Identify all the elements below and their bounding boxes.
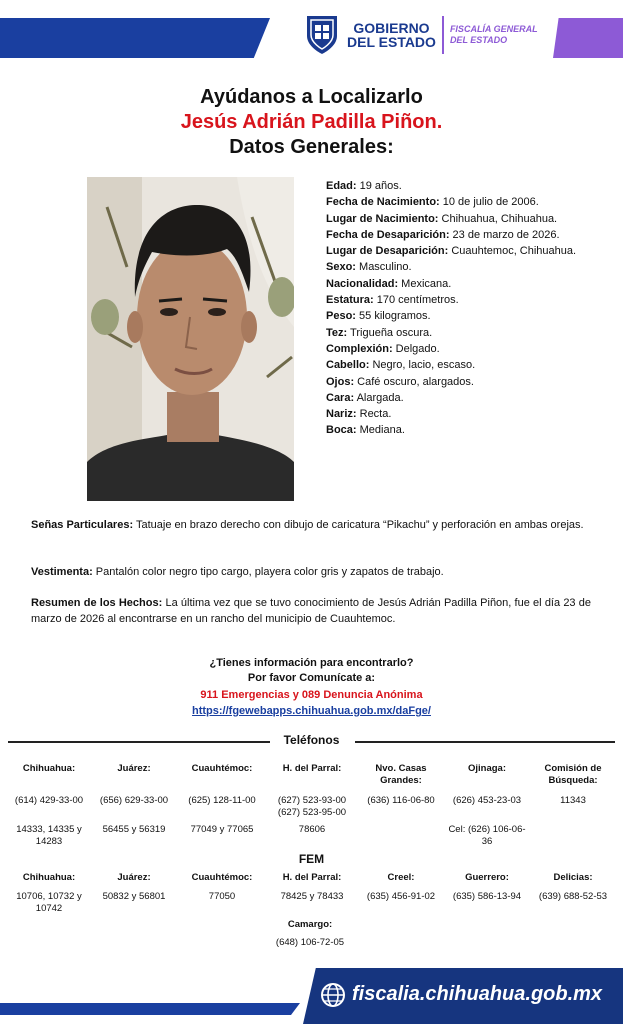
distinguishing-marks-value: Tatuaje en brazo derecho con dibujo de caricatura “Pikachu” y perforación en ambas orejas. (133, 519, 584, 531)
detail-value: Café oscuro, alargados. (354, 375, 474, 388)
detail-label: Edad: (326, 180, 357, 192)
detail-value: 170 centímetros. (373, 294, 459, 307)
detail-label: Nacionalidad: (326, 277, 399, 290)
report-link[interactable]: https://fgewebapps.chihuahua.gob.mx/daFge/ (192, 705, 431, 717)
phone-city-label: H. del Parral: (282, 872, 342, 883)
detail-value: Cuauhtemoc, Chihuahua. (448, 245, 577, 258)
missing-person-name: Jesús Adrián Padilla Piñon. (180, 111, 443, 133)
detail-value: 55 kilogramos. (355, 310, 431, 323)
clothing (31, 565, 591, 581)
phone-number[interactable]: (627) 523-93-00 (627) 523-95-00 (277, 795, 347, 818)
distinguishing-marks-label: Señas Particulares: (31, 519, 134, 531)
header-purple-band (553, 18, 623, 58)
detail-value: Mexicana. (398, 277, 452, 290)
website-url[interactable]: fiscalia.chihuahua.gob.mx (352, 983, 603, 1005)
detail-label: Lugar de Nacimiento: (326, 212, 439, 225)
detail-value: Negro, lacio, escaso. (369, 359, 476, 372)
emergency-numbers: 911 Emergencias y 089 Denuncia Anónima (200, 689, 423, 701)
phone-city-label: Delicias: (553, 872, 593, 883)
missing-person-photo (87, 177, 294, 501)
headline: Ayúdanos a Localizarlo (200, 86, 423, 108)
detail-row (326, 422, 581, 438)
phone-city-label: Cuauhtémoc: (191, 872, 253, 883)
phone-city-label: Nvo. Casas Grandes: (375, 763, 427, 786)
phone-city-label: Cuauhtémoc: (191, 763, 253, 774)
detail-row (326, 276, 581, 292)
detail-value: Mediana. (356, 424, 405, 437)
phone-city-label: Juárez: (117, 872, 151, 883)
general-data-list (326, 178, 581, 439)
detail-label: Sexo: (326, 261, 356, 274)
footer-blue-stripe (0, 1003, 300, 1015)
summary-of-events (31, 596, 591, 627)
phone-number[interactable]: Cel: (626) 106-06-36 (448, 824, 526, 847)
phone-number[interactable]: 77050 (208, 891, 236, 902)
phone-city-label: Chihuahua: (22, 763, 76, 774)
detail-value: Chihuahua, Chihuahua. (438, 212, 558, 225)
header-blue-band (0, 18, 270, 58)
fem-heading: FEM (298, 852, 325, 866)
section-title: Datos Generales: (229, 136, 394, 158)
phone-number[interactable]: (636) 116-06-80 (367, 795, 435, 806)
detail-label: Cabello: (326, 359, 370, 372)
distinguishing-marks (31, 518, 591, 534)
detail-label: Peso: (326, 310, 356, 323)
detail-value: 23 de marzo de 2026. (449, 228, 560, 241)
phone-number[interactable]: 78606 (298, 824, 326, 835)
phone-city-label: Comisión de Búsqueda: (544, 763, 602, 786)
detail-row (326, 341, 581, 357)
detail-label: Estatura: (326, 294, 374, 307)
detail-label: Boca: (326, 424, 357, 437)
detail-value: 10 de julio de 2006. (439, 196, 539, 209)
detail-label: Cara: (326, 391, 355, 404)
detail-row (326, 308, 581, 324)
phone-number[interactable]: 77049 y 77065 (190, 824, 254, 835)
detail-value: Delgado. (392, 342, 440, 355)
detail-value: 19 años. (356, 180, 402, 192)
detail-row (326, 227, 581, 243)
detail-label: Fecha de Nacimiento: (326, 196, 440, 209)
camargo-label: Camargo: (287, 919, 333, 930)
info-question: ¿Tienes información para encontrarlo? (209, 657, 414, 669)
shield-icon (305, 14, 339, 56)
gobierno-text: GOBIERNO DEL ESTADO (347, 20, 436, 50)
detail-value: Masculino. (355, 261, 412, 274)
camargo-phone[interactable]: (648) 106-72-05 (275, 937, 345, 948)
phone-number[interactable]: 56455 y 56319 (102, 824, 166, 835)
phone-city-label: Chihuahua: (22, 872, 76, 883)
portrait-illustration (87, 177, 294, 501)
phone-number[interactable]: 14333, 14335 y 14283 (16, 824, 82, 847)
phone-number[interactable]: (625) 128-11-00 (188, 795, 256, 806)
detail-row (326, 259, 581, 275)
phone-number[interactable]: 50832 y 56801 (102, 891, 166, 902)
detail-row (326, 374, 581, 390)
detail-value: Recta. (356, 408, 392, 421)
detail-label: Nariz: (326, 408, 357, 421)
detail-row (326, 243, 581, 259)
phone-number[interactable]: (614) 429-33-00 (14, 795, 84, 806)
phone-city-label: Juárez: (117, 763, 151, 774)
fiscalia-text: FISCALÍA GENERAL DEL ESTADO (449, 24, 538, 45)
phone-number[interactable]: 10706, 10732 y 10742 (16, 891, 82, 914)
phone-city-label: H. del Parral: (282, 763, 342, 774)
detail-row (326, 325, 581, 341)
summary-value: La última vez que se tuvo conocimiento de Jesús Adrián Padilla Piñon, fue el día 23 de marzo de 2026 al encontrarse en un rancho del municipio de Cuauhtemoc. (31, 597, 591, 625)
logo-separator (442, 16, 444, 54)
phone-number[interactable]: (635) 586-13-94 (452, 891, 522, 902)
globe-icon (320, 982, 346, 1008)
detail-value: Trigueña oscura. (347, 326, 433, 339)
phones-heading: Teléfonos (283, 733, 340, 747)
clothing-label: Vestimenta: (31, 566, 93, 578)
detail-label: Complexión: (326, 342, 393, 355)
detail-row (326, 390, 581, 406)
phone-city-label: Guerrero: (465, 872, 509, 883)
detail-value: Alargada. (354, 391, 404, 404)
info-contact-prompt: Por favor Comunícate a: (247, 672, 376, 684)
detail-label: Lugar de Desaparición: (326, 245, 449, 258)
report-link-wrap (0, 704, 623, 719)
detail-row (326, 406, 581, 422)
phone-number[interactable]: 78425 y 78433 (280, 891, 344, 902)
detail-row (326, 357, 581, 373)
phone-city-label: Creel: (387, 872, 415, 883)
detail-label: Fecha de Desaparición: (326, 228, 450, 241)
detail-label: Ojos: (326, 375, 355, 388)
detail-row (326, 292, 581, 308)
phone-number[interactable]: (656) 629-33-00 (99, 795, 169, 806)
detail-row (326, 178, 581, 194)
clothing-value: Pantalón color negro tipo cargo, playera color gris y zapatos de trabajo. (92, 566, 444, 578)
phone-city-label: Ojinaga: (467, 763, 506, 774)
phone-number[interactable]: (635) 456-91-02 (366, 891, 436, 902)
government-logo (305, 14, 538, 56)
phone-number[interactable]: (639) 688-52-53 (538, 891, 608, 902)
detail-row (326, 194, 581, 210)
detail-row (326, 211, 581, 227)
phone-number[interactable]: 11343 (560, 795, 586, 806)
phone-number[interactable]: (626) 453-23-03 (452, 795, 522, 806)
summary-label: Resumen de los Hechos: (31, 597, 163, 609)
detail-label: Tez: (326, 326, 348, 339)
